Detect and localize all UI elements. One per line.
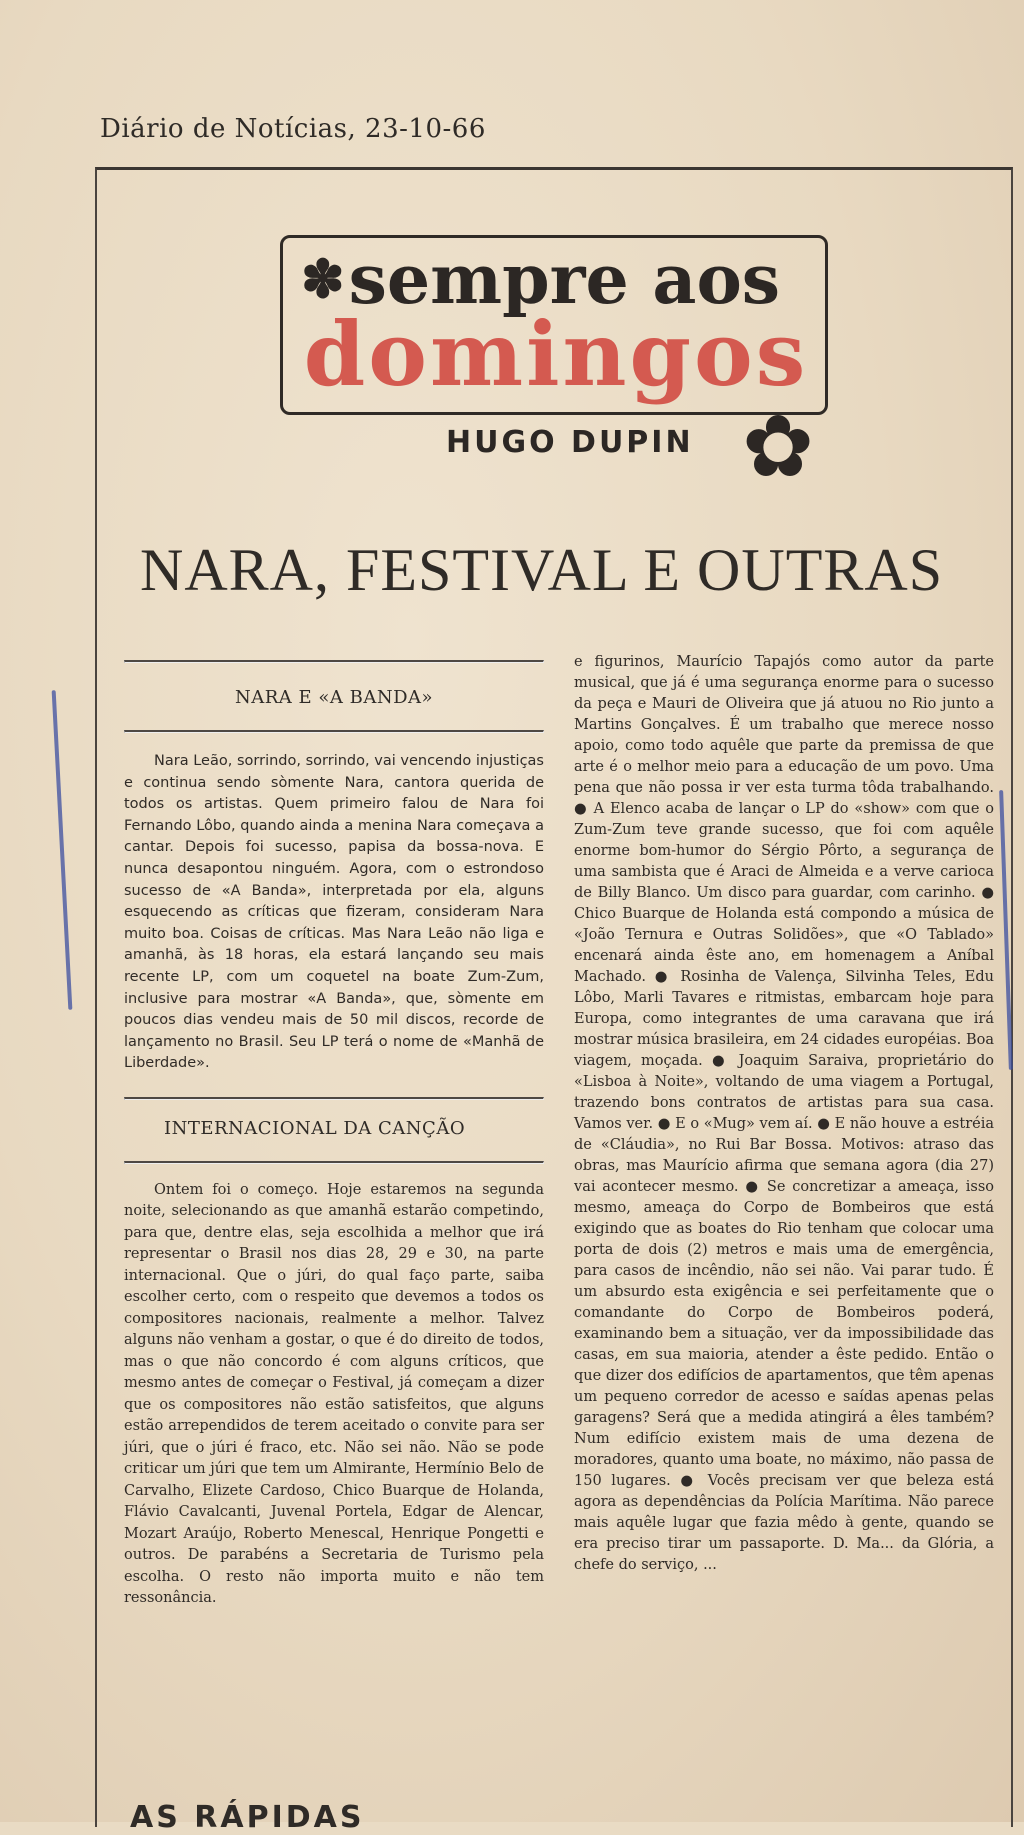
byline: HUGO DUPIN — [446, 425, 694, 460]
section-body-nara: Nara Leão, sorrindo, sorrindo, vai vencendo injustiças e continua sendo sòmente Nara, cantora querida de todos os artistas. Quem primeiro falou de Nara foi Fernando Lôbo, quando ainda a menina Nara começava a cantar. Depois foi sucesso, papisa da bossa-nova. E nunca desapontou ninguém. Agora, com o estrondoso sucesso de «A Banda», interpretada por ela, alguns esquecendo as críticas que fizeram, consideram Nara muito boa. Coisas de críticas. Mas Nara Leão não liga e amanhã, às 18 horas, ela estará lançando seu mais recente LP, com um coquetel na boate Zum-Zum, inclusive para mostrar «A Banda», que, sòmente em poucos dias vendeu mais de 50 mil discos, recorde de lançamento no Brasil. Seu LP terá o nome de «Manhã de Liberdade». — [124, 753, 544, 1072]
right-column — [574, 652, 994, 1576]
section-title-internacional: INTERNACIONAL DA CANÇÃO — [164, 1117, 466, 1139]
flower-icon: ✿ — [742, 397, 815, 497]
section-divider — [124, 1161, 544, 1164]
section-body-internacional: Ontem foi o começo. Hoje estaremos na segunda noite, selecionando as que amanhã estarão competindo, para que, dentre elas, seja escolhida a melhor que irá representar o Brasil nos dias 28, 29 e 30, na parte internacional. Que o júri, do qual faço parte, saiba escolher certo, com o respeito que devemos a todos os compositores nacionais, realmente a melhor. Talvez alguns não venham a gostar, o que é do direito de todos, mas o que não concordo é com alguns críticos, que mesmo antes de começar o Festival, já começam a dizer que os compositores não estão satisfeitos, que alguns estão arrependidos de terem aceitado o convite para ser júri, que o júri é fraco, etc. Não sei não. Não se pode criticar um júri que tem um Almirante, Hermínio Belo de Carvalho, Elizete Cardoso, Chico Buarque de Holanda, Flávio Cavalcanti, Juvenal Portela, Edgar de Alencar, Mozart Araújo, Roberto Menescal, Henrique Pongetti e outros. De parabéns a Secretaria de Turismo pela escolha. O resto não importa muito e não tem ressonância. — [124, 1181, 544, 1607]
next-section-heading-cut: AS RÁPIDAS — [130, 1800, 365, 1835]
section-title-nara: NARA E «A BANDA» — [234, 687, 434, 708]
section-divider — [124, 1097, 544, 1100]
column-logo — [280, 235, 828, 415]
column-logo-line2: domingos — [303, 302, 809, 406]
source-dateline: Diário de Notícias, 23-10-66 — [100, 114, 486, 144]
column-logo-line1-text: sempre aos — [348, 240, 781, 320]
left-column — [124, 660, 544, 1610]
section-divider — [124, 730, 544, 733]
headline: NARA, FESTIVAL E OUTRAS — [140, 537, 944, 603]
flower-icon: ✽ — [301, 249, 345, 310]
pen-mark — [52, 690, 73, 1010]
section-divider — [124, 660, 544, 663]
section-body-right: e figurinos, Maurício Tapajós como autor da parte musical, que já é uma segurança enorme para o sucesso da peça e Mauri de Oliveira que já atuou no Rio junto a Martins Gonçalves. É um trabalho que merece nosso apoio, como todo aquêle que parte da premissa de que arte é o melhor meio para a educação de um povo. Uma pena que não possa ir ver esta turma tôda trabalhando. ● A Elenco acaba de lançar o LP do «show» com que o Zum-Zum teve grande sucesso, que foi com aquêle enorme bom-humor do Sérgio Pôrto, a segurança de uma sambista que é Araci de Almeida e a verve carioca de Billy Blanco. Um disco para guardar, com carinho. ● Chico Buarque de Holanda está compondo a música de «João Ternura e Outras Solidões», que «O Tablado» encenará ainda êste ano, em homenagem a Aníbal Machado. ● Rosinha de Valença, Silvinha Teles, Edu Lôbo, Marli Tavares e ritmistas, embarcam hoje para Europa, como integrantes de uma caravana que irá mostrar música brasileira, em 24 cidades européias. Boa viagem, moçada. ● Joaquim Saraiva, proprietário do «Lisboa à Noite», voltando de uma viagem a Portugal, trazendo bons contratos de artistas para sua casa. Vamos ver. ● E o «Mug» vem aí. ● E não houve a estréia de «Cláudia», no Rui Bar Bossa. Motivos: atraso das obras, mas Maurício afirma que semana agora (dia 27) vai acontecer mesmo. ● Se concretizar a ameaça, isso mesmo, ameaça do Corpo de Bombeiros que está exigindo que as boates do Rio tenham que colocar uma porta de dois (2) metros e mais uma de emergência, para casos de incêndio, não sei não. Vai parar tudo. É um absurdo esta exigência e sei perfeitamente que o comandante do Corpo de Bombeiros poderá, examinando bem a situação, ver da impossibilidade das casas, em sua maioria, atender a êste pedido. Então o que dizer dos edifícios de apartamentos, que têm apenas um pequeno corredor de acesso e saídas apenas pelas garagens? Será que a medida atingirá a êles também? Num edifício existem mais de uma dezena de moradores, quanto uma boate, no máximo, não passa de 150 lugares. ● Vocês precisam ver que beleza está agora as dependências da Polícia Marítima. Não parece mais aquêle lugar que fazia mêdo à gente, quando se era preciso tirar um passaporte. D. Ma... da Glória, a chefe do serviço, ... — [574, 654, 994, 1573]
